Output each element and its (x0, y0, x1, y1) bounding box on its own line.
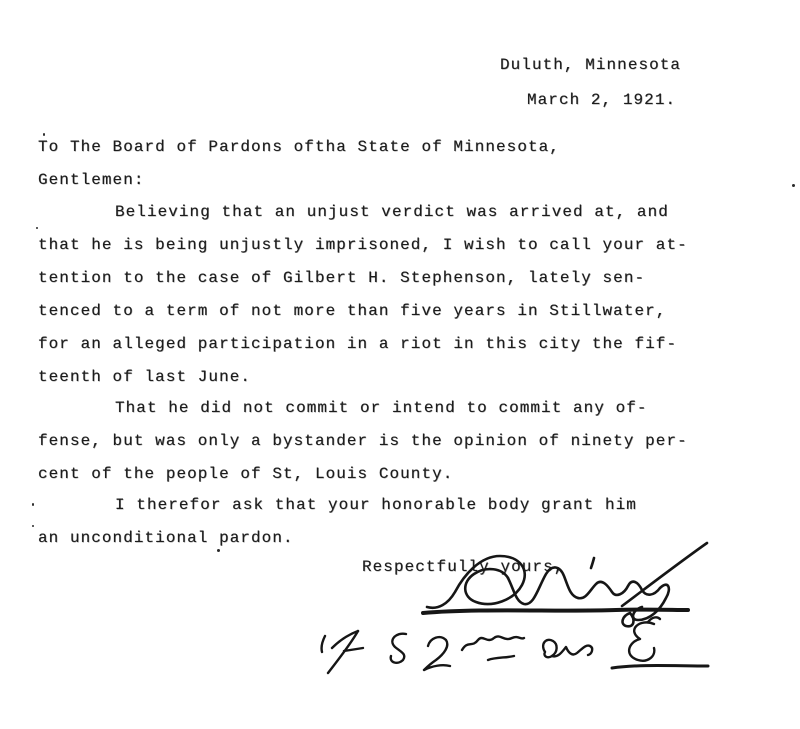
place-line: Duluth, Minnesota (500, 56, 682, 74)
body-line: That he did not commit or intend to commit any of- (115, 399, 648, 417)
scan-dot (32, 503, 34, 506)
body-line: that he is being unjustly imprisoned, I wish to call your at- (38, 236, 688, 254)
body-line: tenced to a term of not more than five years in Stillwater, (38, 302, 667, 320)
body-line: tention to the case of Gilbert H. Stephenson, lately sen- (38, 269, 646, 287)
salutation-line: Gentlemen: (38, 171, 145, 189)
body-line: Believing that an unjust verdict was arrived at, and (115, 203, 669, 221)
body-line: fense, but was only a bystander is the opinion of ninety per- (38, 432, 688, 450)
closing-line: Respectfully yours, (362, 558, 565, 576)
handwritten-note-icon (322, 617, 708, 673)
body-line: I therefor ask that your honorable body grant him (115, 496, 637, 514)
recipient-line: To The Board of Pardons oftha State of Minnesota, (38, 138, 560, 156)
date-line: March 2, 1921. (527, 91, 677, 109)
scan-dot (32, 525, 34, 527)
signature-icon (423, 543, 707, 626)
scan-dot (43, 133, 45, 136)
body-line: teenth of last June. (38, 368, 252, 386)
scan-dot (792, 184, 795, 187)
body-line: cent of the people of St, Louis County. (38, 465, 454, 483)
scan-dot (36, 227, 38, 229)
body-line: for an alleged participation in a riot in this city the fif- (38, 335, 678, 353)
scan-dot (217, 549, 220, 552)
body-line: an unconditional pardon. (38, 529, 294, 547)
